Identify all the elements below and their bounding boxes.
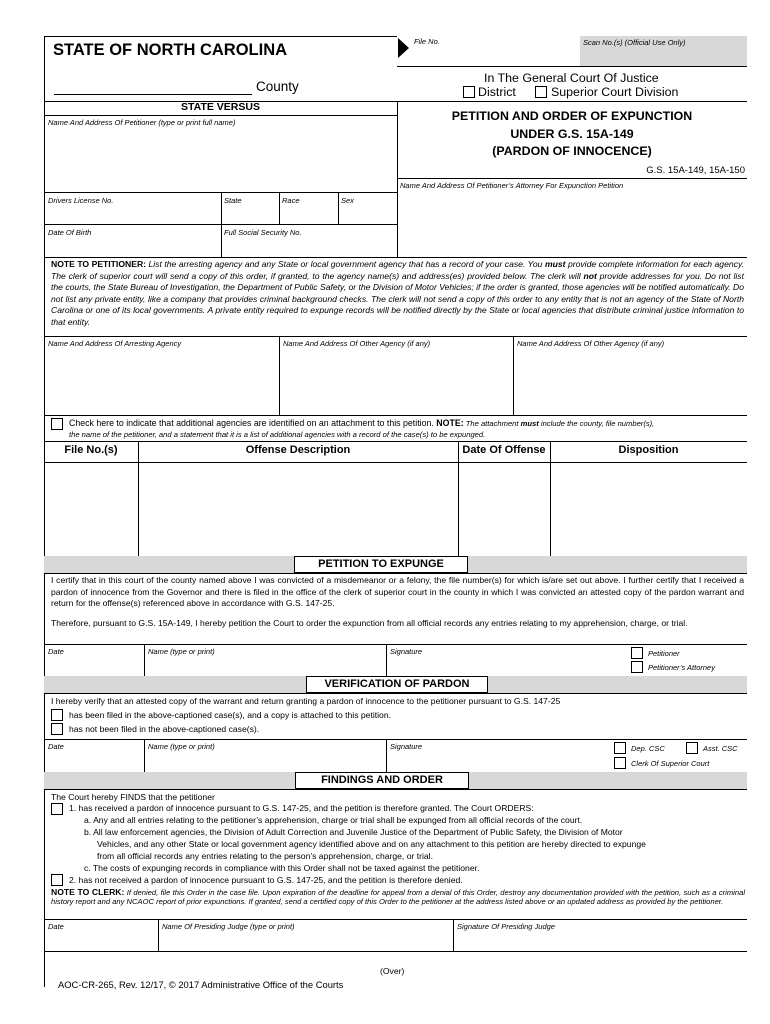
- note-to-clerk: [51, 888, 745, 907]
- verification-opt2: has not been filed in the above-captioned case(s).: [69, 724, 260, 734]
- dob-label: Date Of Birth: [48, 228, 92, 237]
- disposition-cell[interactable]: [552, 465, 745, 554]
- attach-note-must: must: [520, 419, 539, 428]
- attorney-checkbox[interactable]: [631, 661, 643, 673]
- rule: [44, 336, 747, 337]
- ssn-label: Full Social Security No.: [224, 228, 302, 237]
- other-agency-label-1: Name And Address Of Other Agency (if any): [283, 339, 431, 348]
- order-a: a. Any and all entries relating to the petitioner’s apprehension, charge or trial shall be expunged from all official records of the court.: [84, 815, 583, 825]
- rule: [279, 336, 280, 415]
- attach-note-a: The attachment: [463, 419, 521, 428]
- file-no-cell[interactable]: [46, 465, 136, 554]
- petition-title: PETITION TO EXPUNGE: [294, 556, 468, 573]
- scan-no-box[interactable]: [580, 36, 747, 66]
- denied-checkbox[interactable]: [51, 874, 63, 886]
- attorney-label: Name And Address Of Petitioner’s Attorney For Expunction Petition: [400, 181, 624, 190]
- order-b-2: Vehicles, and any other State or local government agency identified above and on any attachment to this petition are hereby directed to expunge: [97, 839, 646, 849]
- arresting-agency-field[interactable]: [46, 350, 277, 414]
- title-line-2: UNDER G.S. 15A-149: [510, 126, 634, 141]
- verification-title: VERIFICATION OF PARDON: [306, 676, 488, 693]
- verification-signature-label: Signature: [390, 742, 423, 751]
- note-lead: NOTE TO PETITIONER:: [51, 259, 147, 269]
- district-checkbox[interactable]: [463, 86, 475, 98]
- attach-note-line2: the name of the petitioner, and a statement that it is a list of additional agencies with a record of the case(s) to be expunged.: [69, 430, 486, 439]
- superior-checkbox[interactable]: [535, 86, 547, 98]
- rule: [386, 739, 387, 772]
- sex-label: Sex: [341, 196, 354, 205]
- file-arrow-icon: [398, 38, 409, 58]
- rule: [44, 441, 747, 442]
- note-p1: List the arresting agency and any State or local government agency that has a record of your case. You: [146, 259, 545, 269]
- finding-2: 2. has not received a pardon of innocence pursuant to G.S. 147-25, and the petition is therefore denied.: [69, 875, 463, 885]
- rule: [386, 644, 387, 676]
- filed-checkbox[interactable]: [51, 709, 63, 721]
- scan-no-label: Scan No.(s) (Official Use Only): [583, 38, 686, 47]
- attachment-checkbox[interactable]: [51, 418, 63, 430]
- left-border: [44, 36, 45, 987]
- file-no-label: File No.: [414, 37, 440, 46]
- col-date: Date Of Offense: [462, 444, 546, 456]
- form-number: AOC-CR-265, Rev. 12/17, © 2017 Administrative Office of the Courts: [58, 979, 344, 990]
- gs-citation: G.S. 15A-149, 15A-150: [646, 165, 745, 176]
- petition-name-label: Name (type or print): [148, 647, 215, 656]
- rule: [158, 919, 159, 951]
- superior-label: Superior Court Division: [551, 85, 679, 99]
- finding-1: 1. has received a pardon of innocence pursuant to G.S. 147-25, and the petition is therefore granted. The Court ORDERS:: [69, 803, 534, 813]
- rule: [44, 693, 747, 694]
- rule: [550, 442, 551, 556]
- verification-p1: I hereby verify that an attested copy of the warrant and return granting a pardon of innocence to the petitioner pursuant to G.S. 147-25: [51, 696, 561, 706]
- rule: [279, 192, 280, 224]
- rule: [144, 739, 145, 772]
- verification-name-label: Name (type or print): [148, 742, 215, 751]
- granted-checkbox[interactable]: [51, 803, 63, 815]
- dl-state-label: State: [224, 196, 242, 205]
- not-filed-checkbox[interactable]: [51, 723, 63, 735]
- dl-label: Drivers License No.: [48, 196, 114, 205]
- asst-csc-checkbox[interactable]: [686, 742, 698, 754]
- petitioner-attorney-label: Petitioner’s Attorney: [648, 663, 715, 672]
- county-label: County: [256, 79, 299, 94]
- clerk-label: Clerk Of Superior Court: [631, 759, 710, 768]
- findings-intro: The Court hereby FINDS that the petitioner: [51, 792, 215, 802]
- judge-name-label: Name Of Presiding Judge (type or print): [162, 922, 295, 931]
- rule: [458, 442, 459, 556]
- rule: [44, 789, 747, 790]
- clerk-note-text: If denied, file this Order in the case file. Upon expiration of the deadline for appeal from a denial of this Order, destroy any documentation provided with the petition, such as a criminal history report and any NCAOC report of prior expunctions. If granted, send a certified copy of this Order to the petitioner at the address listed above or an updated address as provided by the petitioner.: [51, 888, 746, 907]
- petition-p1: I certify that in this court of the county named above I was convicted of a misdemeanor or a felony, the file number(s) for which is/are set out above. I further certify that I received a pardon of innocence from the Governor and there is filed in the office of the clerk of superior court in the county in which I was convicted an attested copy of the pardon warrant and return for the offense(s) referenced above in accordance with G.S. 147-25.: [51, 575, 744, 608]
- order-b-1: b. All law enforcement agencies, the Division of Adult Correction and Juvenile Justice of the Department of Public Safety, the Division of Motor: [84, 827, 623, 837]
- title-line-1: PETITION AND ORDER OF EXPUNCTION: [451, 109, 693, 123]
- petitioner-checkbox[interactable]: [631, 647, 643, 659]
- note-p2: provide complete information for each agency. The clerk of superior court will send a copy of this order, if granted, to the agency name(s) and address(es) provided below. The clerk will: [51, 259, 744, 281]
- rule: [138, 442, 139, 556]
- state-versus: STATE VERSUS: [181, 101, 260, 113]
- state-title: STATE OF NORTH CAROLINA: [53, 41, 288, 59]
- rule: [44, 415, 747, 416]
- arresting-agency-label: Name And Address Of Arresting Agency: [48, 339, 182, 348]
- over-label: (Over): [380, 966, 405, 976]
- petition-signature-label: Signature: [390, 647, 423, 656]
- judge-signature-label: Signature Of Presiding Judge: [457, 922, 555, 931]
- attach-note-b: include the county, file number(s),: [538, 419, 655, 428]
- note-to-petitioner: [51, 259, 744, 329]
- rule: [44, 224, 397, 225]
- findings-title: FINDINGS AND ORDER: [295, 772, 469, 789]
- petitioner-label: Name And Address Of Petitioner (type or print full name): [48, 118, 236, 127]
- county-field[interactable]: [54, 94, 252, 95]
- rule: [397, 178, 747, 179]
- col-disposition: Disposition: [618, 444, 679, 456]
- rule: [453, 919, 454, 951]
- dep-csc-checkbox[interactable]: [614, 742, 626, 754]
- dep-csc-label: Dep. CSC: [631, 744, 665, 753]
- attach-note-lead: NOTE:: [436, 418, 464, 428]
- rule: [44, 644, 747, 645]
- other-agency-field-2[interactable]: [515, 350, 745, 414]
- rule: [44, 115, 397, 116]
- top-border: [44, 36, 397, 37]
- petition-p2: Therefore, pursuant to G.S. 15A-149, I hereby petition the Court to order the expunction from all official records any entries relating to my apprehension, charge, or trial.: [51, 618, 688, 628]
- clerk-checkbox[interactable]: [614, 757, 626, 769]
- form-title: [397, 108, 747, 161]
- rule: [44, 739, 747, 740]
- attach-text: Check here to indicate that additional agencies are identified on an attachment to this petition.: [69, 418, 437, 428]
- rule: [338, 192, 339, 224]
- col-file-no: File No.(s): [64, 444, 118, 456]
- rule: [44, 919, 747, 920]
- attorney-field[interactable]: [399, 192, 745, 256]
- petitioner-name-field[interactable]: [46, 128, 395, 190]
- verification-opt1: has been filed in the above-captioned case(s), and a copy is attached to this petition.: [69, 710, 391, 720]
- clerk-note-lead: NOTE TO CLERK:: [51, 887, 125, 897]
- rule: [44, 573, 747, 574]
- title-line-3: (PARDON OF INNOCENCE): [492, 144, 652, 158]
- date-cell[interactable]: [460, 465, 548, 554]
- court-name: In The General Court Of Justice: [484, 71, 659, 85]
- rule: [44, 462, 747, 463]
- district-label: District: [478, 85, 516, 99]
- asst-csc-label: Asst. CSC: [703, 744, 738, 753]
- note-p3: provide addresses for you. Do not list the courts, the State Bureau of Investigation, the Department of Public Safety, or the Division of Motor Vehicles; if the order is granted, those agencies will be notified automatically. Do not list any private entity, like a company that provides criminal background checks. The clerk will not send a copy of this order to any entity that is not an agency of the State of North Carolina or one of its local governments. A private entity required to expunge records will be notified directly by the State or local agencies that distribute criminal justice information to that entity.: [51, 270, 744, 327]
- petition-date-label: Date: [48, 647, 64, 656]
- rule: [44, 951, 747, 952]
- judge-date-label: Date: [48, 922, 64, 931]
- petitioner-label: Petitioner: [648, 649, 680, 658]
- other-agency-label-2: Name And Address Of Other Agency (if any): [517, 339, 665, 348]
- col-offense: Offense Description: [245, 444, 351, 456]
- race-label: Race: [282, 196, 300, 205]
- other-agency-field-1[interactable]: [281, 350, 511, 414]
- verification-date-label: Date: [48, 742, 64, 751]
- note-must: must: [544, 259, 566, 269]
- attachment-text: [69, 418, 654, 429]
- file-underline: [397, 66, 747, 67]
- offense-cell[interactable]: [140, 465, 456, 554]
- rule: [44, 257, 747, 258]
- order-c: c. The costs of expunging records in compliance with this Order shall not be taxed against the petitioner.: [84, 863, 480, 873]
- rule: [144, 644, 145, 676]
- note-not: not: [583, 270, 597, 281]
- order-b-3: from all official records any entries relating to the person’s apprehension, charge, or trial.: [97, 851, 433, 861]
- rule: [513, 336, 514, 415]
